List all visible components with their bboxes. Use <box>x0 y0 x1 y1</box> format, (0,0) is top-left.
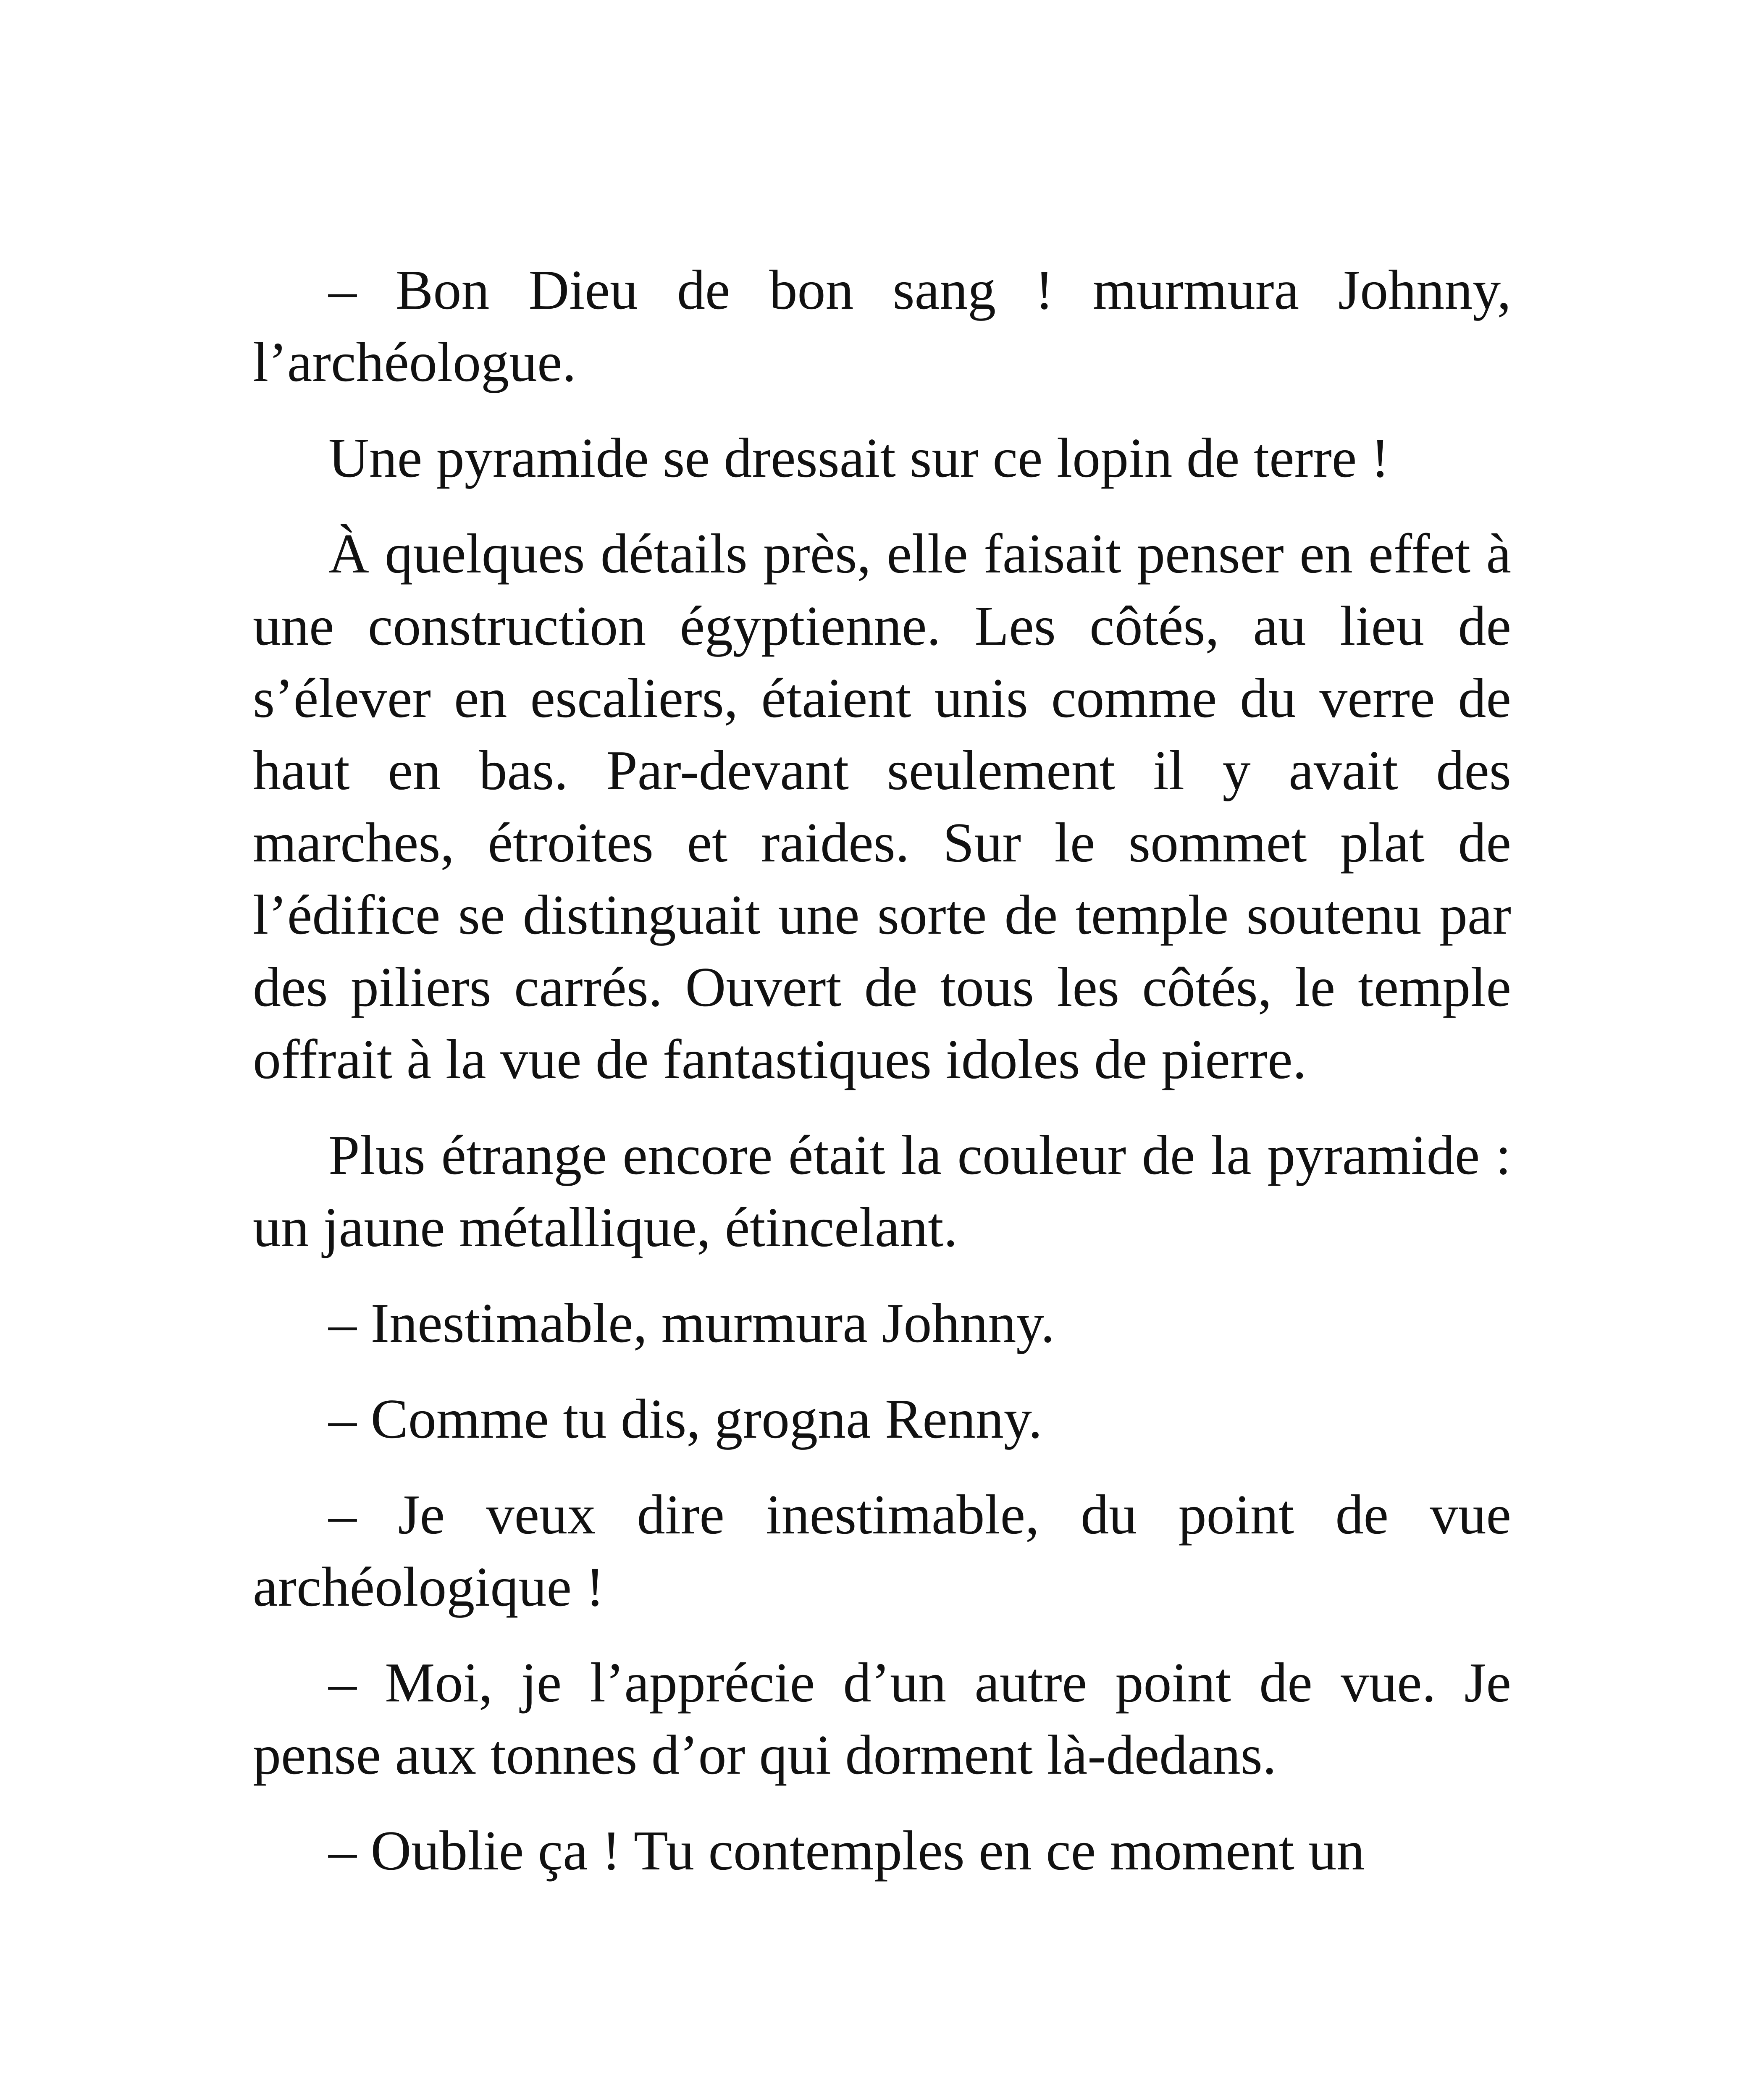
paragraph: – Bon Dieu de bon sang ! murmura Johnny, l’archéologue. <box>253 259 1511 393</box>
paragraph: – Moi, je l’apprécie d’un autre point de vue. Je pense aux tonnes d’or qui dorment là-dedans. <box>253 1651 1511 1786</box>
page-body <box>253 254 1511 1910</box>
paragraph: À quelques détails près, elle faisait penser en effet à une construction égyptienne. Les côtés, au lieu de s’élever en escaliers, étaient unis comme du verre de haut en bas. Par-devant seulement il y avait des marches, étroites et raides. Sur le sommet plat de l’édifice se distinguait une sorte de temple soutenu par des piliers carrés. Ouvert de tous les côtés, le temple offrait à la vue de fantastiques idoles de pierre. <box>253 522 1511 1090</box>
paragraph: – Oublie ça ! Tu contemples en ce moment un <box>328 1819 1365 1882</box>
paragraph: Une pyramide se dressait sur ce lopin de terre ! <box>328 427 1390 489</box>
paragraph: – Je veux dire inestimable, du point de vue archéologique ! <box>253 1483 1511 1618</box>
paragraph: – Inestimable, murmura Johnny. <box>328 1292 1055 1354</box>
paragraph: Plus étrange encore était la couleur de la pyramide : un jaune métallique, étincelant. <box>253 1124 1511 1258</box>
paragraph: – Comme tu dis, grogna Renny. <box>328 1388 1042 1450</box>
